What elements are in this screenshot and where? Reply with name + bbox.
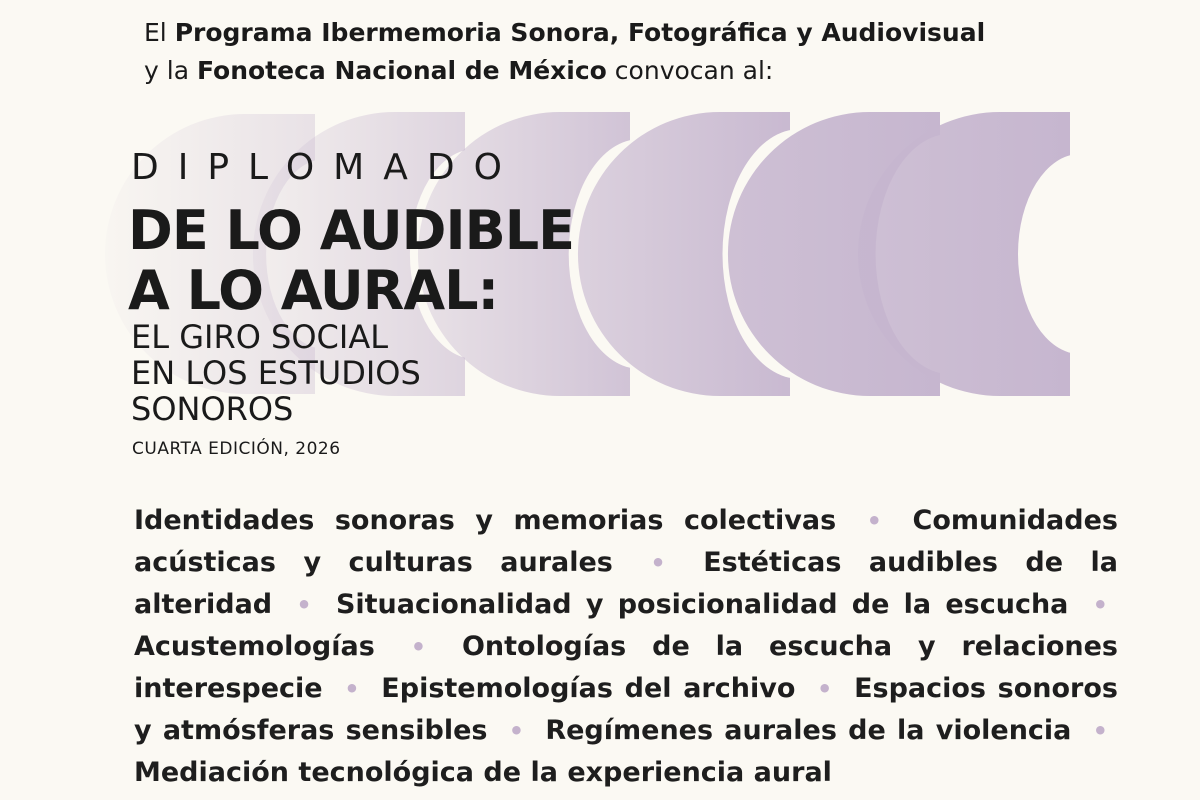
topic-separator: • (817, 675, 833, 703)
intro-line-2 (144, 52, 1144, 90)
topic-separator: • (410, 633, 427, 661)
topic-separator: • (344, 675, 360, 703)
topic-item: Regímenes aurales de la violencia (545, 715, 1072, 746)
topic-item: Identidades sonoras y memorias colectivas (134, 505, 837, 536)
institution-name: Fonoteca Nacional de México (196, 56, 607, 85)
topic-item: Epistemologías del archivo (381, 673, 796, 704)
topic-separator: • (1092, 717, 1108, 745)
diplomado-kicker: DIPLOMADO (131, 147, 521, 188)
program-name: Programa Ibermemoria Sonora, Fotográfica y Audiovisual (174, 18, 986, 47)
topic-item: Ontologías de la escucha y relaciones interespecie (134, 631, 1119, 704)
intro-line1-prefix: El (144, 18, 175, 47)
subtitle-line-3: SONOROS (131, 390, 294, 428)
topic-separator: • (296, 591, 312, 619)
topics-list (134, 500, 1118, 793)
main-title-line-1: DE LO AUDIBLE (128, 199, 575, 262)
topic-item: Acustemologías (134, 631, 375, 662)
topic-separator: • (508, 717, 525, 745)
topic-item: Estéticas audibles de la alteridad (134, 547, 1119, 620)
intro-line2-prefix: y la (144, 56, 197, 85)
topic-item: Espacios sonoros y atmósferas sensibles (134, 673, 1118, 746)
intro-line2-suffix: convocan al: (606, 56, 774, 85)
subtitle-line-1: EL GIRO SOCIAL (131, 318, 389, 356)
topic-separator: • (650, 549, 666, 577)
topic-item: Mediación tecnológica de la experiencia aural (134, 757, 832, 788)
topic-separator: • (1092, 591, 1108, 619)
topic-separator: • (866, 507, 883, 535)
topic-item: Comunidades acústicas y culturas aurales (134, 505, 1118, 578)
edition-label: CUARTA EDICIÓN, 2026 (132, 439, 341, 459)
intro-text (144, 14, 1144, 90)
subtitle-line-2: EN LOS ESTUDIOS (131, 354, 421, 392)
main-title-line-2: A LO AURAL: (128, 259, 499, 322)
arc-cutout (1018, 154, 1142, 354)
topic-item: Situacionalidad y posicionalidad de la escucha (335, 589, 1069, 620)
intro-line-1 (144, 14, 1144, 52)
